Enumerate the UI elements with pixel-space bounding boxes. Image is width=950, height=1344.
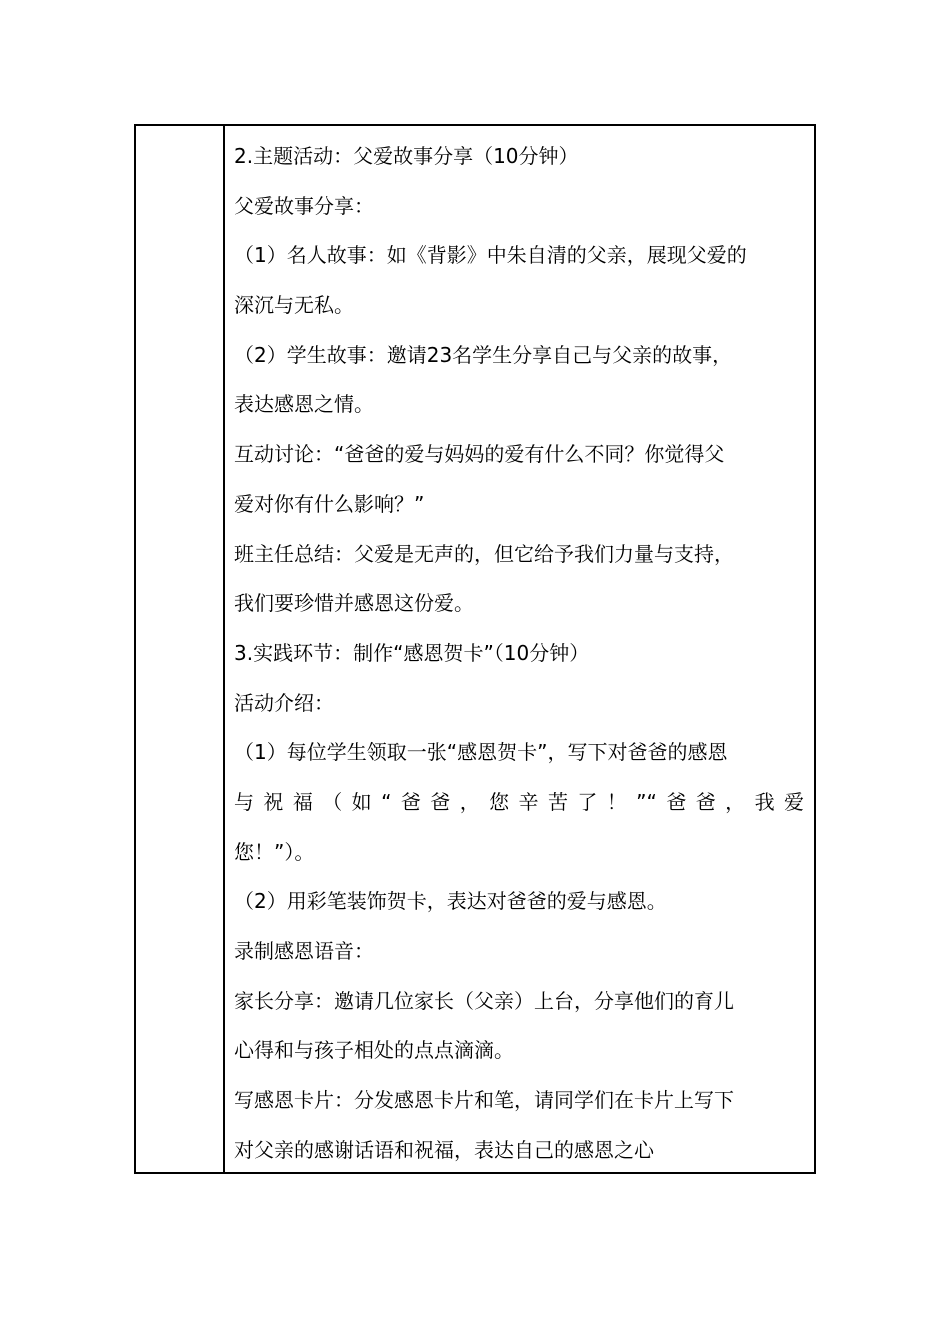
text-line: （1）每位学生领取一张“感恩贺卡”，写下对爸爸的感恩 [234,740,728,765]
left-empty-cell [136,126,225,1172]
text-line: 互动讨论：“爸爸的爱与妈妈的爱有什么不同？你觉得父 [234,442,725,467]
text-line: 爱对你有什么影响？” [234,491,425,516]
text-line: 心得和与孩子相处的点点滴滴。 [234,1038,514,1063]
text-line-justified: 与祝福（如“爸爸，您辛苦了！”“爸爸，我爱 [234,789,804,814]
content-table [134,124,816,1174]
subheading-story-sharing: 父爱故事分享： [234,193,374,218]
section-heading-practice: 3.实践环节：制作“感恩贺卡”（10分钟） [234,640,590,665]
text-line: 深沉与无私。 [234,293,354,318]
text-line: 表达感恩之情。 [234,392,374,417]
content-cell [225,126,814,1172]
text-line: 对父亲的感谢话语和祝福，表达自己的感恩之心 [234,1137,654,1162]
text-line: 家长分享：邀请几位家长（父亲）上台，分享他们的育儿 [234,988,734,1013]
text-line: 您！”）。 [234,839,315,864]
section-heading-theme-activity: 2.主题活动：父爱故事分享（10分钟） [234,144,579,168]
text-line: 写感恩卡片：分发感恩卡片和笔，请同学们在卡片上写下 [234,1088,734,1113]
subheading-voice-recording: 录制感恩语音： [234,939,374,963]
subheading-activity-intro: 活动介绍： [234,690,334,715]
text-line: 我们要珍惜并感恩这份爱。 [234,591,474,616]
text-line: （2）用彩笔装饰贺卡，表达对爸爸的爱与感恩。 [234,889,667,914]
text-line: （2）学生故事：邀请23名学生分享自己与父亲的故事， [234,342,733,367]
text-line: 班主任总结：父爱是无声的，但它给予我们力量与支持， [234,541,734,566]
text-line: （1）名人故事：如《背影》中朱自清的父亲，展现父爱的 [234,243,747,268]
